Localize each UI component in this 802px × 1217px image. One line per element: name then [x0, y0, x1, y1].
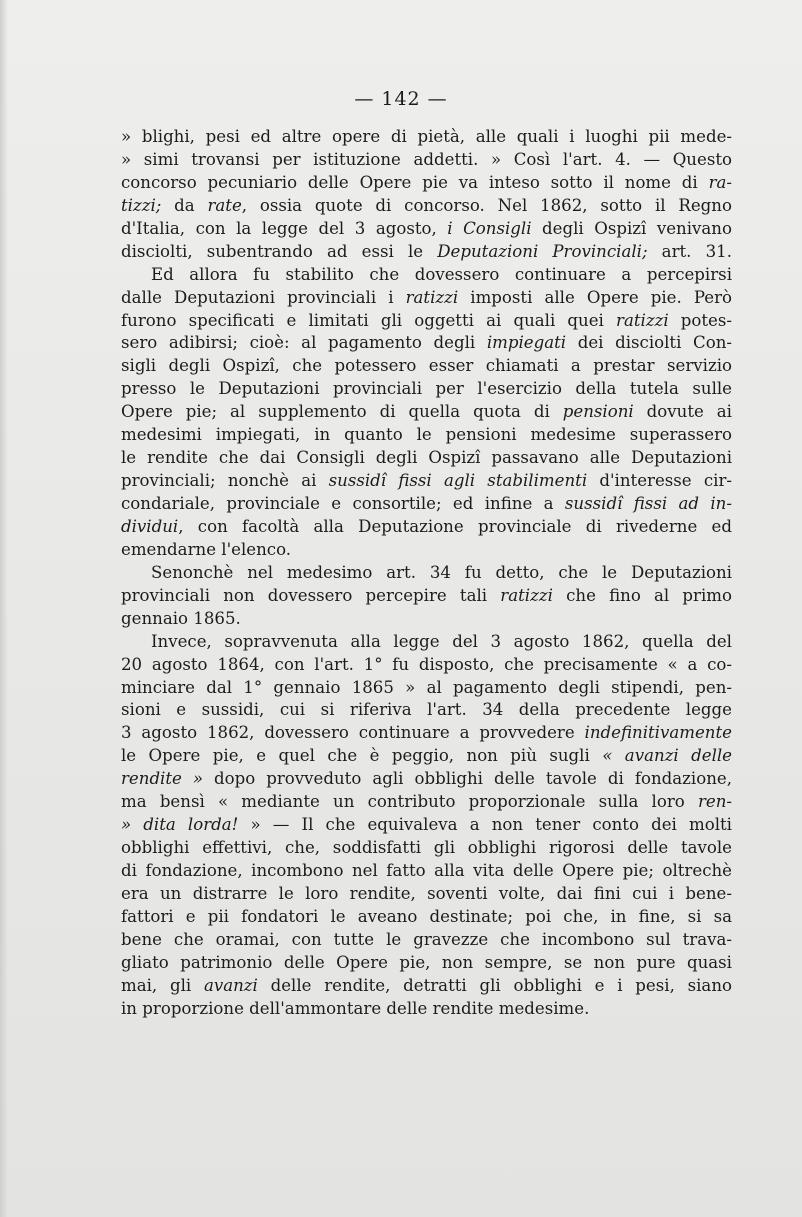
text-segment: dalle Deputazioni provinciali i: [121, 287, 406, 307]
text-line: [121, 814, 732, 837]
text-segment: in proporzione dell'ammontare delle rendite medesime.: [121, 998, 590, 1018]
text-line: [121, 241, 732, 264]
text-line: [121, 608, 732, 631]
italic-text: pensioni: [562, 402, 634, 422]
text-segment: le rendite che dai Consigli degli Ospizî passavano alle Deputazioni: [121, 448, 732, 468]
text-segment: furono specificati e limitati gli oggetti ai quali quei: [121, 310, 617, 330]
text-segment: » simi trovansi per istituzione addetti. » Così l'art. 4. — Questo: [121, 149, 732, 169]
text-line: [121, 998, 732, 1021]
text-line: [121, 493, 732, 516]
body-text: [121, 126, 732, 1021]
italic-text: avanzi: [203, 975, 258, 995]
text-segment: provinciali non dovessero percepire tali: [121, 585, 501, 605]
text-segment: bene che oramai, con tutte le gravezze che incombono sul trava-: [121, 929, 732, 949]
italic-text: dividui: [121, 516, 179, 536]
text-line: [121, 791, 732, 814]
text-segment: ma bensì « mediante un contributo proporzionale sulla loro: [121, 792, 698, 812]
text-segment: che fino al primo: [552, 585, 732, 605]
text-line: [121, 126, 732, 149]
text-line: [121, 654, 732, 677]
text-line: [121, 310, 732, 333]
text-segment: Senonchè nel medesimo art. 34 fu detto, che le Deputazioni: [151, 562, 732, 582]
text-segment: provinciali; nonchè ai: [121, 471, 329, 491]
text-segment: » — Il che equivaleva a non tener conto dei molti: [238, 815, 732, 835]
text-line: [121, 332, 732, 355]
text-line: [121, 287, 732, 310]
text-segment: da: [161, 195, 208, 215]
italic-text: ra-: [708, 172, 732, 192]
text-segment: art. 31.: [647, 241, 732, 261]
text-segment: sigli degli Ospizî, che potessero esser chiamati a prestar servizio: [121, 356, 732, 376]
page-number: — 142 —: [354, 88, 448, 110]
text-segment: condariale, provinciale e consortile; ed infine a: [121, 494, 565, 513]
text-segment: d'Italia, con la legge del 3 agosto,: [121, 218, 448, 238]
text-segment: Ed allora fu stabilito che dovessero continuare a percepirsi: [151, 264, 732, 284]
text-segment: era un distrarre le loro rendite, soventi volte, dai fini cui i bene-: [121, 883, 732, 903]
text-line: [121, 378, 732, 401]
italic-text: « avanzi delle: [602, 746, 732, 766]
italic-text: ratizzi: [616, 310, 669, 330]
text-line: [121, 470, 732, 493]
text-segment: le Opere pie, e quel che è peggio, non più sugli: [121, 746, 603, 766]
italic-text: sussidî fissi agli stabilimenti: [328, 471, 588, 491]
text-segment: di fondazione, incombono nel fatto alla vita delle Opere pie; oltrechè: [121, 861, 732, 880]
text-line: [121, 401, 732, 424]
text-segment: 3 agosto 1862, dovessero continuare a provvedere: [121, 723, 585, 743]
italic-text: rate: [207, 195, 242, 215]
text-segment: gennaio 1865.: [121, 608, 241, 628]
text-line: [121, 768, 732, 791]
text-line: [121, 883, 732, 906]
italic-text: i Consigli: [447, 218, 532, 238]
text-line: [121, 906, 732, 929]
text-line: [121, 837, 732, 860]
text-segment: Invece, sopravvenuta alla legge del 3 agosto 1862, quella del: [151, 631, 732, 651]
text-segment: fattori e pii fondatori le aveano destinate; poi che, in fine, si sa: [121, 906, 732, 926]
text-segment: dovute ai: [633, 402, 732, 422]
text-segment: minciare dal 1° gennaio 1865 » al pagamento degli stipendi, pen-: [121, 677, 732, 697]
italic-text: impiegati: [486, 333, 567, 353]
text-line: [121, 172, 732, 195]
text-segment: potes-: [668, 310, 732, 330]
italic-text: ren-: [697, 792, 732, 812]
text-segment: delle rendite, detratti gli obblighi e i pesi, siano: [257, 975, 732, 995]
text-segment: sioni e sussidi, cui si riferiva l'art. 34 della precedente legge: [121, 700, 732, 720]
italic-text: indefinitivamente: [584, 723, 732, 743]
text-segment: presso le Deputazioni provinciali per l'esercizio della tutela sulle: [121, 379, 732, 399]
text-segment: sero adibirsi; cioè: al pagamento degli: [121, 333, 487, 353]
text-line: [121, 539, 732, 562]
italic-text: rendite »: [121, 769, 204, 789]
text-segment: Opere pie; al supplemento di quella quota di: [121, 402, 563, 422]
text-line: [121, 218, 732, 241]
text-line: [121, 264, 732, 287]
text-line: [121, 677, 732, 700]
text-segment: concorso pecuniario delle Opere pie va inteso sotto il nome di: [121, 172, 709, 192]
text-segment: » blighi, pesi ed altre opere di pietà, alle quali i luoghi pii mede-: [121, 127, 732, 146]
text-segment: disciolti, subentrando ad essi le: [121, 241, 438, 261]
text-segment: gliato patrimonio delle Opere pie, non sempre, se non pure quasi: [121, 952, 732, 972]
text-segment: degli Ospizî venivano: [531, 218, 732, 238]
text-segment: dei disciolti Con-: [566, 333, 732, 353]
text-line: [121, 699, 732, 722]
italic-text: sussidî fissi ad in-: [564, 494, 732, 513]
text-line: [121, 631, 732, 654]
italic-text: tizzi;: [121, 195, 162, 215]
italic-text: ratizzi: [405, 287, 459, 307]
text-line: [121, 585, 732, 608]
text-segment: obblighi effettivi, che, soddisfatti gli obblighi rigorosi delle tavole: [121, 838, 732, 858]
text-line: [121, 195, 732, 218]
italic-text: » dita lorda!: [121, 815, 239, 835]
text-segment: imposti alle Opere pie. Però: [458, 287, 732, 307]
text-line: [121, 149, 732, 172]
text-segment: , con facoltà alla Deputazione provinciale di rivederne ed: [178, 516, 732, 536]
text-segment: emendarne l'elenco.: [121, 539, 292, 559]
text-line: [121, 722, 732, 745]
text-segment: dopo provveduto agli obblighi delle tavole di fondazione,: [203, 769, 732, 789]
text-line: [121, 562, 732, 585]
text-line: [121, 860, 732, 883]
text-segment: d'interesse cir-: [587, 471, 732, 491]
text-line: [121, 516, 732, 539]
text-segment: medesimi impiegati, in quanto le pensioni medesime superassero: [121, 425, 732, 445]
italic-text: ratizzi: [500, 585, 553, 605]
text-segment: , ossia quote di concorso. Nel 1862, sotto il Regno: [241, 195, 732, 215]
text-segment: 20 agosto 1864, con l'art. 1° fu disposto, che precisamente « a co-: [121, 654, 732, 674]
text-line: [121, 975, 732, 998]
text-line: [121, 745, 732, 768]
text-segment: mai, gli: [121, 975, 204, 995]
text-line: [121, 424, 732, 447]
text-line: [121, 355, 732, 378]
text-line: [121, 952, 732, 975]
text-line: [121, 447, 732, 470]
text-line: [121, 929, 732, 952]
italic-text: Deputazioni Provinciali;: [437, 241, 648, 261]
